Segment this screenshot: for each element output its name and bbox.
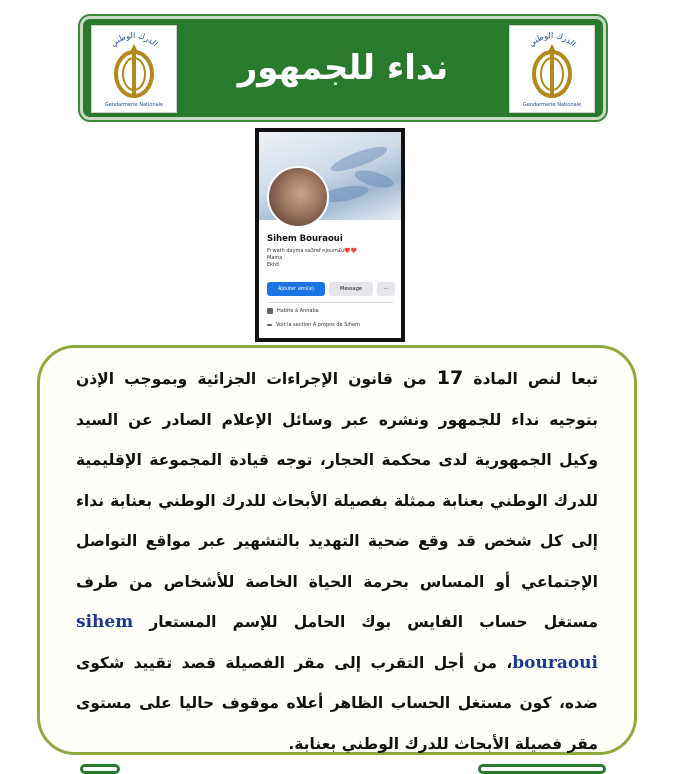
more-dots-icon bbox=[267, 324, 272, 326]
svg-text:الدرك الوطني: الدرك الوطني bbox=[108, 30, 160, 49]
profile-lives-in: Habite à Annaba bbox=[267, 308, 319, 314]
message-button[interactable]: Message bbox=[329, 282, 373, 296]
profile-about-link[interactable]: Voir la section À propos de Sihem bbox=[267, 322, 360, 328]
gendarmerie-emblem-left bbox=[91, 25, 177, 113]
divider bbox=[267, 302, 393, 303]
svg-text:Gendarmerie Nationale: Gendarmerie Nationale bbox=[522, 102, 582, 108]
gendarmerie-emblem-right bbox=[509, 25, 595, 113]
gendarmerie-emblem-icon bbox=[92, 26, 176, 112]
bottom-decoration bbox=[80, 764, 120, 774]
more-button[interactable]: ··· bbox=[377, 282, 395, 296]
svg-text:Gendarmerie Nationale: Gendarmerie Nationale bbox=[104, 102, 164, 108]
home-icon bbox=[267, 308, 273, 314]
notice-box bbox=[37, 345, 637, 755]
gendarmerie-emblem-icon bbox=[510, 26, 594, 112]
account-name: sihem bouraoui bbox=[76, 612, 598, 673]
svg-text:الدرك الوطني: الدرك الوطني bbox=[526, 30, 578, 49]
article-number: 17 bbox=[436, 367, 464, 389]
facebook-profile-card bbox=[255, 128, 405, 342]
add-friend-button[interactable]: Ajouter ami(e) bbox=[267, 282, 325, 296]
profile-bio: Fi wath dayma sa3ref njoum£ù❤️❤️ Mama Ekhti bbox=[267, 248, 357, 268]
page-title: نداء للجمهور bbox=[237, 48, 449, 88]
header-banner bbox=[80, 16, 606, 120]
notice-text: تبعا لنص المادة 17 من قانون الإجراءات الجزائية وبموجب الإذن بتوجيه نداء للجمهور ونشره عبر وسائل الإعلام الصادر عن السيد وكيل الجمهورية لدى محكمة الحجار، توجه قيادة المجموعة الإقليمية للدرك الوطني بعنابة ممثلة بفصيلة الأبحاث للدرك الوطني بعنابة نداء إلى كل شخص قد وقع ضحية التهديد بالتشهير عبر مواقع التواصل الإجتماعي أو المساس بحرمة الحياة الخاصة للأشخاص من طرف مستغل حساب الفايس بوك الحامل للإسم المستعار sihem bouraoui، من أجل التقرب إلى مقر الفصيلة قصد تقييد شكوى ضده، كون مستغل الحساب الظاهر أعلاه موقوف حاليا على مستوى مقر فصيلة الأبحاث للدرك الوطني بعنابة. bbox=[76, 367, 599, 753]
profile-name: Sihem Bouraoui bbox=[267, 234, 343, 244]
profile-avatar bbox=[267, 166, 329, 228]
bottom-decoration bbox=[478, 764, 606, 774]
